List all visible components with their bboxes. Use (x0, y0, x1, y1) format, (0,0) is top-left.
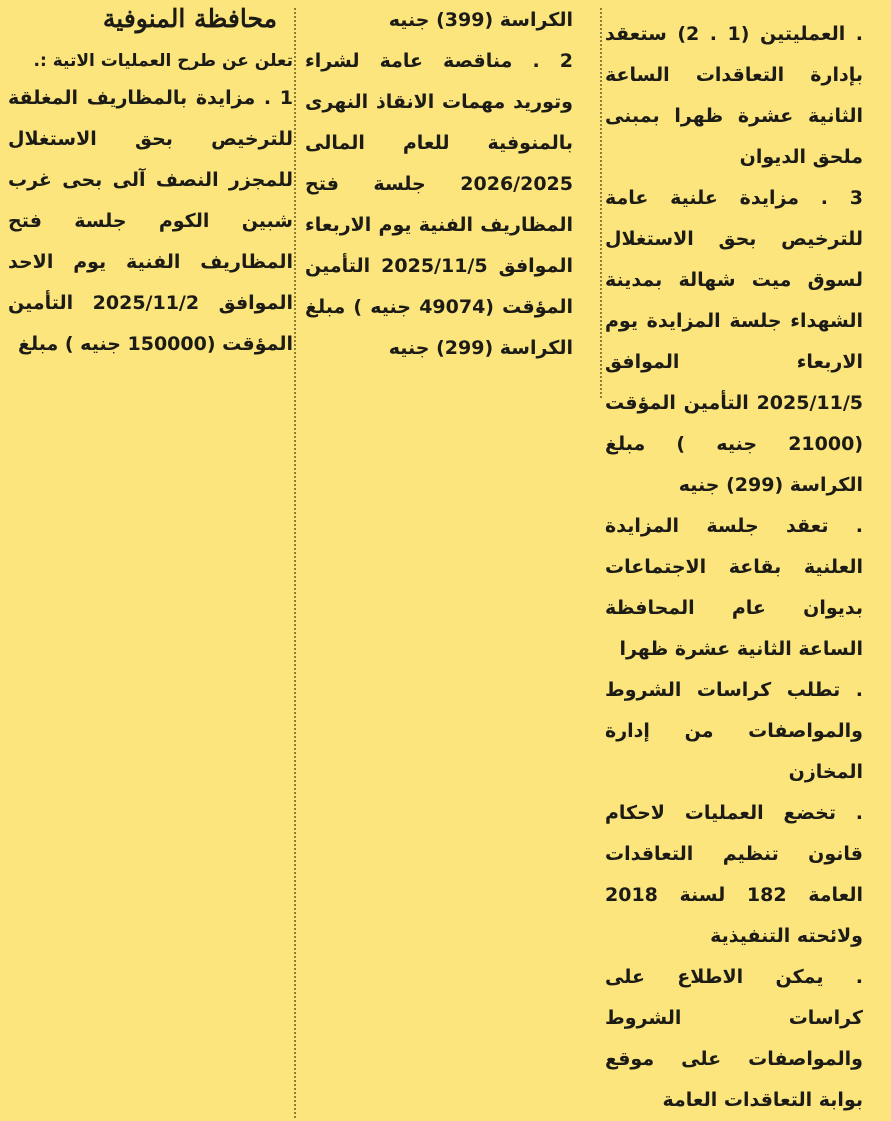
column-divider-right (600, 8, 602, 398)
note-portal: . يمكن الاطلاع على كراسات الشروط والمواصفات على موقع بوابة التعاقدات العامة (605, 966, 863, 1111)
column-right (8, 0, 293, 365)
column-divider-left (294, 8, 296, 1118)
page-title: محافظة المنوفية (102, 4, 277, 33)
column-left (605, 0, 863, 1121)
note-documents: . تطلب كراسات الشروط والمواصفات من إدارة المخازن (605, 679, 863, 783)
item-2-continuation: . العمليتين (1 . 2) ستعقد بإدارة التعاقدات الساعة الثانية عشرة ظهرا بمبنى ملحق الديوان (605, 23, 863, 168)
item-1-continuation: الكراسة (399) جنيه (388, 9, 573, 31)
item-3-text: 3 . مزايدة علنية عامة للترخيص بحق الاستغلال لسوق ميت شهالة بمدينة الشهداء جلسة المزايدة يوم الاربعاء الموافق 2025/11/5 التأمين المؤقت (21000 جنيه ) مبلغ الكراسة (299) جنيه (605, 187, 863, 496)
column-middle (305, 0, 573, 369)
note-law: . تخضع العمليات لاحكام قانون تنظيم التعاقدات العامة 182 لسنة 2018 ولائحته التنفيذية (605, 802, 863, 947)
intro-text: تعلن عن طرح العمليات الاتية :. (33, 51, 293, 71)
note-meeting: . تعقد جلسة المزايدة العلنية بقاعة الاجتماعات بديوان عام المحافظة الساعة الثانية عشرة ظهرا (605, 515, 863, 660)
item-1-text: 1 . مزايدة بالمظاريف المغلقة للترخيص بحق الاستغلال للمجزر النصف آلى بحى غرب شبين الكوم جلسة فتح المظاريف الفنية يوم الاحد الموافق 2025/11/2 التأمين المؤقت (150000 جنيه ) مبلغ (8, 87, 293, 355)
item-2-text: 2 . مناقصة عامة لشراء وتوريد مهمات الانقاذ النهرى بالمنوفية للعام المالى 2026/2025 جلسة فتح المظاريف الفنية يوم الاربعاء الموافق 2025/11/5 التأمين المؤقت (49074 جنيه ) مبلغ الكراسة (299) جنيه (305, 50, 574, 359)
